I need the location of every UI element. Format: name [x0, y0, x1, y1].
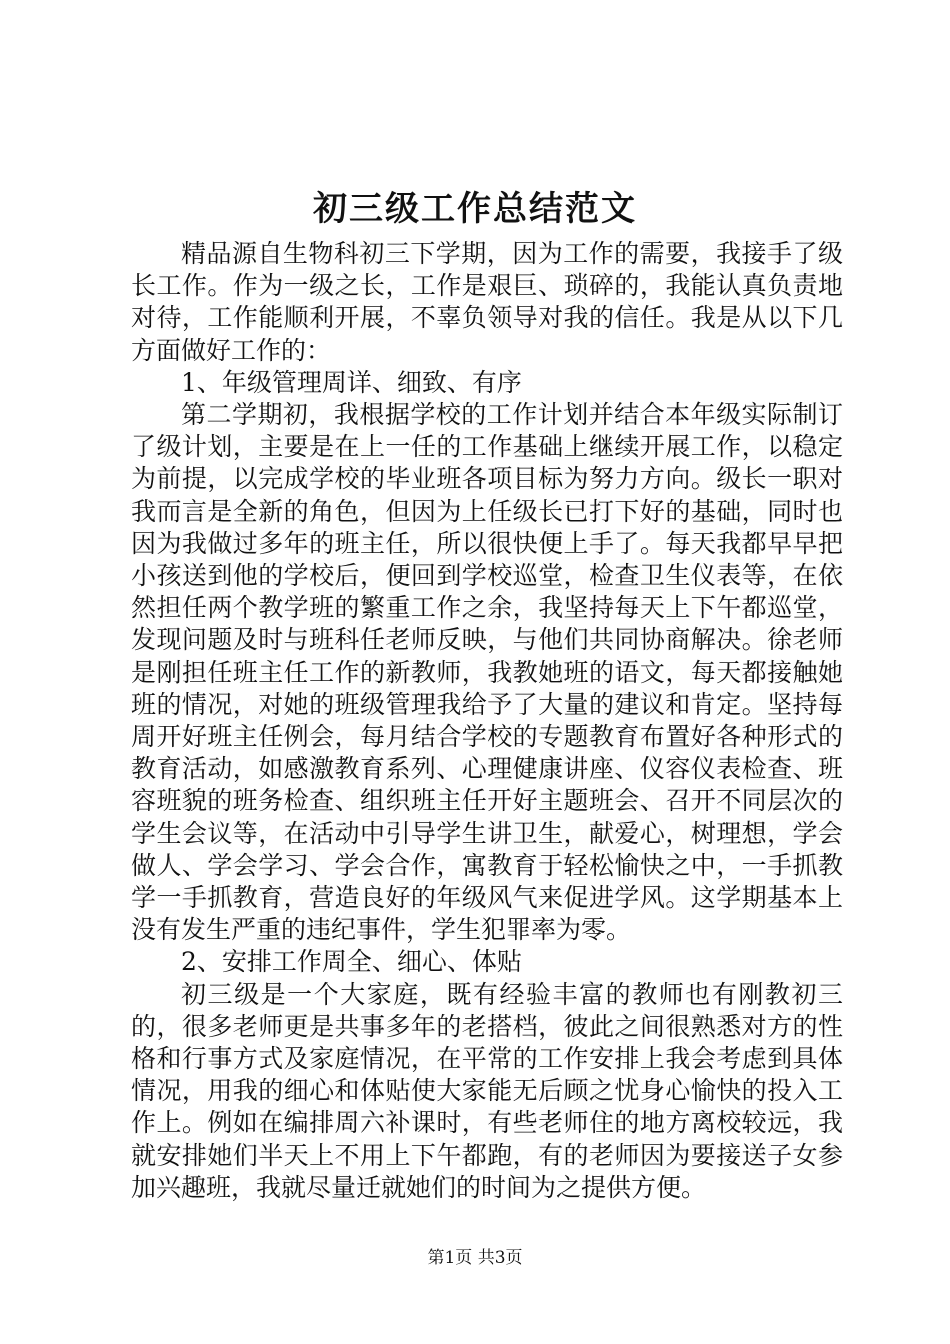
page-number-footer: 第1页 共3页 [427, 1248, 523, 1268]
section-heading-1: 1、年级管理周详、细致、有序 [181, 367, 522, 397]
document-title: 初三级工作总结范文 [313, 189, 637, 229]
intro-paragraph: 精品源自生物科初三下学期，因为工作的需要，我接手了级长工作。作为一级之长，工作是艰巨、琐碎的，我能认真负责地对待，工作能顺利开展，不辜负领导对我的信任。我是从以下几方面做好工作的： [131, 239, 843, 365]
section-heading-2: 2、安排工作周全、细心、体贴 [181, 947, 522, 977]
section-1-paragraph: 第二学期初，我根据学校的工作计划并结合本年级实际制订了级计划，主要是在上一任的工作基础上继续开展工作，以稳定为前提，以完成学校的毕业班各项目标为努力方向。级长一职对我而言是全新的角色，但因为上任级长已打下好的基础，同时也因为我做过多年的班主任，所以很快便上手了。每天我都早早把小孩送到他的学校后，便回到学校巡堂，检查卫生仪表等，在依然担任两个教学班的繁重工作之余，我坚持每天上下午都巡堂，发现问题及时与班科任老师反映，与他们共同协商解决。徐老师是刚担任班主任工作的新教师，我教她班的语文，每天都接触她班的情况，对她的班级管理我给予了大量的建议和肯定。坚持每周开好班主任例会，每月结合学校的专题教育布置好各种形式的教育活动，如感激教育系列、心理健康讲座、仪容仪表检查、班容班貌的班务检查、组织班主任开好主题班会、召开不同层次的学生会议等，在活动中引导学生讲卫生，献爱心，树理想，学会做人、学会学习、学会合作，寓教育于轻松愉快之中，一手抓教学一手抓教育，营造良好的年级风气来促进学风。这学期基本上没有发生严重的违纪事件，学生犯罪率为零。 [131, 400, 843, 945]
document-body [131, 238, 843, 1204]
section-2-paragraph: 初三级是一个大家庭，既有经验丰富的教师也有刚教初三的，很多老师更是共事多年的老搭档，彼此之间很熟悉对方的性格和行事方式及家庭情况，在平常的工作安排上我会考虑到具体情况，用我的细心和体贴使大家能无后顾之忧身心愉快的投入工作上。例如在编排周六补课时，有些老师住的地方离校较远，我就安排她们半天上不用上下午都跑，有的老师因为要接送子女参加兴趣班，我就尽量迁就她们的时间为之提供方便。 [131, 979, 843, 1202]
